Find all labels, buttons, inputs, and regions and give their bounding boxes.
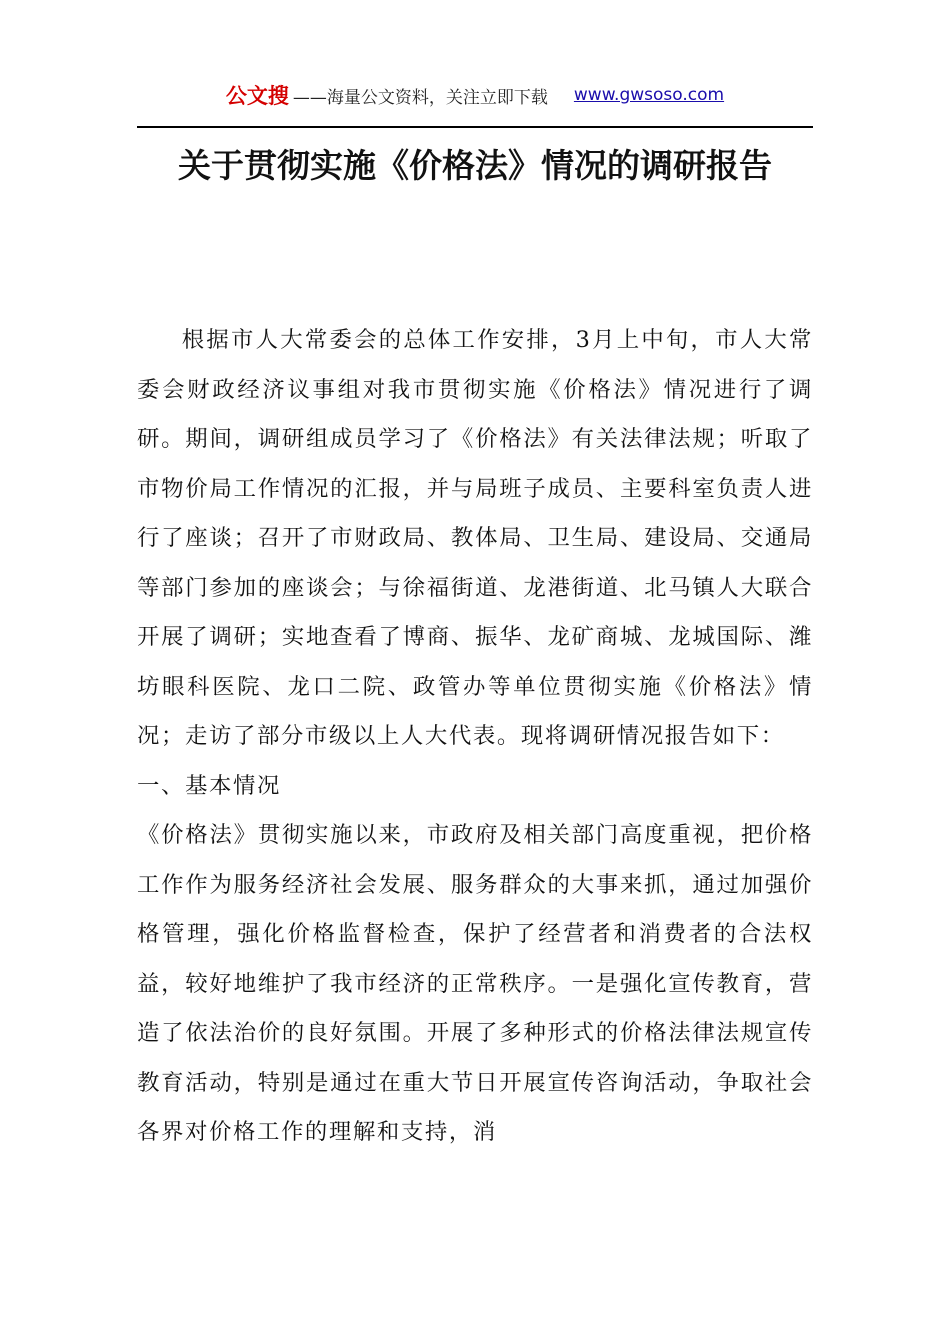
site-header: [137, 80, 813, 110]
intro-paragraph: 根据市人大常委会的总体工作安排，3月上中旬，市人大常委会财政经济议事组对我市贯彻实施《价格法》情况进行了调研。期间，调研组成员学习了《价格法》有关法律法规；听取了市物价局工作情况的汇报，并与局班子成员、主要科室负责人进行了座谈；召开了市财政局、教体局、卫生局、建设局、交通局等部门参加的座谈会；与徐福街道、龙港街道、北马镇人大联合开展了调研；实地查看了博商、振华、龙矿商城、龙城国际、潍坊眼科医院、龙口二院、政管办等单位贯彻实施《价格法》情况；走访了部分市级以上人大代表。现将调研情况报告如下：: [137, 327, 813, 749]
header-slogan: ——海量公文资料，关注立即下载: [292, 87, 548, 108]
document-title: 关于贯彻实施《价格法》情况的调研报告: [178, 146, 772, 185]
site-url-link[interactable]: www.gwsoso.com: [573, 85, 725, 105]
body-paragraph: 《价格法》贯彻实施以来，市政府及相关部门高度重视，把价格工作作为服务经济社会发展、服务群众的大事来抓，通过加强价格管理，强化价格监督检查，保护了经营者和消费者的合法权益，较好地维护了我市经济的正常秩序。一是强化宣传教育，营造了依法治价的良好氛围。开展了多种形式的价格法律法规宣传教育活动，特别是通过在重大节日开展宣传咨询活动，争取社会各界对价格工作的理解和支持，消: [137, 822, 813, 1145]
document-body: [137, 316, 813, 1158]
header-divider: [137, 126, 813, 128]
section-heading: 一、基本情况: [137, 772, 281, 799]
brand-logo-text: 公文搜: [225, 84, 289, 108]
